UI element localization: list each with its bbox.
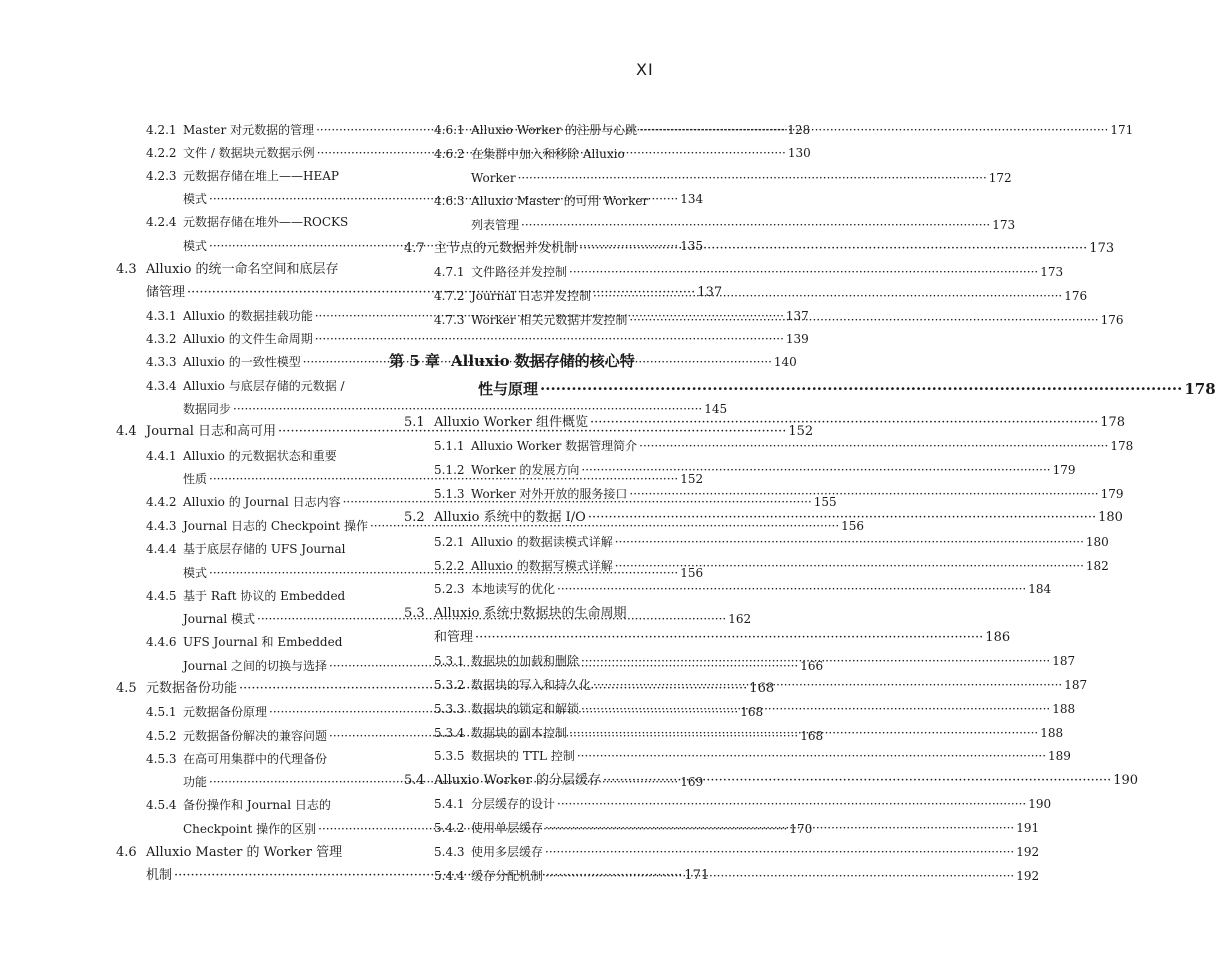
toc-entry-number: 5.3.3 (434, 702, 465, 716)
toc-entry-title: 元数据存储在堆外——ROCKS (183, 215, 349, 229)
toc-entry-title: Master 对元数据的管理 (183, 123, 315, 137)
toc-page-number: 173 (1040, 265, 1064, 279)
toc-entry-number: 4.6.2 (434, 147, 465, 161)
toc-entry-title: Alluxio Master 的可用 Worker (471, 194, 649, 208)
toc-entry-number: 4.3.1 (146, 309, 177, 323)
toc-entry-title: Alluxio 的一致性模型 (183, 355, 301, 369)
toc-entry-number: 4.4.6 (146, 635, 177, 649)
toc-page-number: 172 (988, 171, 1012, 185)
toc-section-entry (116, 845, 370, 861)
toc-dot-leader (577, 748, 1046, 764)
toc-subsection-entry (146, 588, 370, 604)
toc-subsection-entry (146, 541, 370, 557)
toc-page-number: 192 (1016, 845, 1040, 859)
toc-entry-title: Worker 的发展方向 (471, 463, 580, 477)
toc-entry-title: Worker 相关元数据并发控制 (471, 313, 628, 327)
toc-page-number: 191 (1016, 821, 1040, 835)
toc-entry-title: Journal 日志并发控制 (471, 289, 592, 303)
toc-page-number: 156 (680, 566, 704, 580)
toc-entry-number: 4.3.3 (146, 355, 177, 369)
toc-page-number: 182 (1085, 559, 1109, 573)
toc-entry-title: 使用多层缓存 (471, 845, 544, 859)
toc-dot-leader (557, 581, 1026, 597)
toc-subsection-entry (146, 471, 704, 487)
toc-entry-number: 4.7.2 (434, 289, 465, 303)
toc-entry-title: 元数据存储在堆上——HEAP (183, 169, 339, 183)
toc-entry-number: 4.3.2 (146, 332, 177, 346)
toc-entry-title: 备份操作和 Journal 日志的 (183, 798, 331, 812)
toc-entry-title: 模式 (183, 566, 208, 580)
toc-subsection-entry (434, 193, 658, 209)
toc-page-number: 152 (680, 472, 704, 486)
toc-entry-number: 第 5 章 (389, 352, 440, 370)
toc-entry-number: 5.3.5 (434, 749, 465, 763)
toc-entry-title: 在集群中加入和移除 Alluxio (471, 147, 625, 161)
toc-dot-leader (629, 312, 1098, 328)
toc-entry-number: 4.4.1 (146, 449, 177, 463)
toc-page-number: 135 (680, 239, 704, 253)
toc-subsection-entry (146, 168, 370, 184)
toc-page-number: 155 (813, 495, 837, 509)
toc-entry-number: 4.6.1 (434, 123, 465, 137)
toc-dot-leader (588, 510, 1096, 526)
toc-dot-leader (639, 122, 1108, 138)
toc-subsection-entry (146, 751, 370, 767)
toc-entry-number: 5.2.2 (434, 559, 465, 573)
toc-entry-number: 4.2.4 (146, 215, 177, 229)
toc-entry-title: 机制 (146, 868, 173, 883)
toc-entry-title: Alluxio 的数据读模式详解 (471, 535, 613, 549)
toc-page-number: 178 (1110, 439, 1134, 453)
toc-entry-number: 4.4.3 (146, 519, 177, 533)
toc-entry-title: 元数据备份解决的兼容问题 (183, 729, 328, 743)
toc-page-number: 137 (785, 309, 809, 323)
toc-chapter-entry (389, 353, 658, 369)
toc-subsection-entry (146, 401, 728, 417)
toc-dot-leader (545, 844, 1014, 860)
toc-section-entry (404, 630, 1011, 646)
toc-subsection-entry (434, 264, 1064, 280)
toc-entry-title: Journal 之间的切换与选择 (183, 659, 328, 673)
toc-page-number: 140 (773, 355, 797, 369)
toc-entry-title: 在高可用集群中的代理备份 (183, 752, 328, 766)
toc-page-number: 179 (1100, 487, 1124, 501)
toc-entry-title: 文件 / 数据块元数据示例 (183, 146, 315, 160)
toc-entry-number: 4.3 (116, 262, 137, 277)
toc-entry-number: 5.2.1 (434, 535, 465, 549)
toc-subsection-entry (146, 378, 370, 394)
toc-entry-number: 5.4.3 (434, 845, 465, 859)
toc-dot-leader (615, 558, 1084, 574)
toc-page-number: 190 (1113, 773, 1139, 788)
toc-entry-title: 基于底层存储的 UFS Journal (183, 542, 346, 556)
toc-dot-leader (540, 381, 1182, 397)
toc-entry-number: 5.3.2 (434, 678, 465, 692)
toc-entry-title: Worker 对外开放的服务接口 (471, 487, 628, 501)
toc-subsection-entry (434, 462, 1076, 478)
toc-entry-number: 5.2 (404, 510, 425, 525)
toc-entry-title: 模式 (183, 192, 208, 206)
toc-dot-leader (545, 820, 1014, 836)
toc-entry-title: Alluxio Worker 组件概览 (434, 415, 588, 430)
toc-subsection-entry (434, 217, 1016, 233)
toc-entry-number: 5.1.2 (434, 463, 465, 477)
toc-entry-title: UFS Journal 和 Embedded (183, 635, 343, 649)
toc-entry-title: Alluxio 的数据挂载功能 (183, 309, 313, 323)
toc-entry-number: 4.5.3 (146, 752, 177, 766)
toc-subsection-entry (434, 581, 1052, 597)
toc-dot-leader (581, 462, 1050, 478)
toc-page-number: 176 (1100, 313, 1124, 327)
toc-dot-leader (615, 534, 1084, 550)
toc-page-number: 189 (1048, 749, 1071, 763)
toc-page-number: 171 (684, 868, 710, 883)
toc-page-number: 168 (740, 705, 764, 719)
toc-page-number: 171 (1110, 123, 1134, 137)
toc-dot-leader (590, 415, 1098, 431)
toc-entry-number: 4.6 (116, 845, 137, 860)
toc-entry-title: Worker (471, 171, 516, 185)
toc-entry-number: 5.3.1 (434, 654, 465, 668)
toc-entry-number: 4.5 (116, 681, 137, 696)
toc-entry-title: Alluxio 数据存储的核心特 (451, 352, 635, 370)
toc-entry-title: 储管理 (146, 285, 186, 300)
page-number: XI (636, 60, 654, 79)
toc-entry-number: 5.1.1 (434, 439, 465, 453)
toc-entry-title: 元数据备份原理 (183, 705, 268, 719)
toc-page-number: 145 (704, 402, 728, 416)
toc-subsection-entry (146, 448, 370, 464)
toc-dot-leader (545, 868, 1014, 884)
toc-subsection-entry (434, 796, 1052, 812)
toc-page-number: 187 (1064, 678, 1088, 692)
toc-section-entry (116, 262, 370, 278)
toc-entry-title: 模式 (183, 239, 208, 253)
toc-entry-title: Checkpoint 操作的区别 (183, 822, 317, 836)
toc-entry-title: 本地读写的优化 (471, 582, 556, 596)
toc-entry-number: 4.4 (116, 424, 137, 439)
toc-page-number: 128 (787, 123, 811, 137)
toc-entry-number: 5.2.3 (434, 582, 465, 596)
toc-entry-number: 4.4.5 (146, 589, 177, 603)
toc-page-number: 187 (1052, 654, 1076, 668)
toc-subsection-entry (146, 518, 865, 534)
toc-page-number: 188 (1040, 726, 1064, 740)
toc-dot-leader (557, 796, 1026, 812)
toc-entry-title: 数据块的写入和持久化 (471, 678, 592, 692)
toc-entry-title: 数据块的锁定和解锁 (471, 702, 580, 716)
toc-entry-number: 4.4.4 (146, 542, 177, 556)
toc-entry-title: 数据同步 (183, 402, 232, 416)
toc-entry-title: 数据块的 TTL 控制 (471, 749, 575, 763)
toc-page-number: 168 (800, 729, 824, 743)
toc-page-number: 184 (1028, 582, 1052, 596)
toc-section-entry (404, 606, 658, 622)
toc-entry-title: Alluxio 系统中的数据 I/O (434, 510, 586, 525)
toc-entry-number: 5.4.4 (434, 869, 465, 883)
toc-entry-title: Journal 日志和高可用 (146, 424, 277, 439)
toc-entry-number: 5.4.1 (434, 797, 465, 811)
toc-entry-number: 4.4.2 (146, 495, 177, 509)
toc-entry-title: 缓存分配机制 (471, 869, 544, 883)
toc-subsection-entry (434, 438, 1134, 454)
toc-entry-title: 性质 (183, 472, 208, 486)
toc-subsection-entry (146, 634, 370, 650)
toc-entry-title: Alluxio 的文件生命周期 (183, 332, 313, 346)
toc-entry-number: 5.1 (404, 415, 425, 430)
toc-entry-title: Alluxio 的 Journal 日志内容 (183, 495, 341, 509)
toc-entry-number: 5.3.4 (434, 726, 465, 740)
toc-dot-leader (569, 725, 1038, 741)
toc-page-number: 139 (785, 332, 809, 346)
toc-entry-number: 4.6.3 (434, 194, 465, 208)
toc-entry-title: 元数据备份功能 (146, 681, 238, 696)
toc-entry-title: Alluxio 的数据写模式详解 (471, 559, 613, 573)
toc-dot-leader (629, 486, 1098, 502)
toc-entry-number: 4.2.3 (146, 169, 177, 183)
toc-entry-number: 5.3 (404, 606, 425, 621)
toc-entry-title: Alluxio Master 的 Worker 管理 (146, 845, 343, 860)
toc-page-number: 192 (1016, 869, 1040, 883)
toc-entry-title: 性与原理 (478, 380, 539, 398)
toc-section-entry (116, 424, 814, 440)
toc-subsection-entry (434, 534, 1109, 550)
toc-page-number: 186 (985, 630, 1011, 645)
toc-entry-number: 4.5.2 (146, 729, 177, 743)
toc-entry-number: 4.2.2 (146, 146, 177, 160)
toc-entry-number: 4.3.4 (146, 379, 177, 393)
toc-entry-number: 5.4 (404, 773, 425, 788)
toc-dot-leader (518, 170, 987, 186)
toc-dot-leader (475, 630, 983, 646)
toc-dot-leader (593, 288, 1062, 304)
toc-subsection-entry (146, 331, 809, 347)
toc-subsection-entry (146, 214, 370, 230)
toc-section-entry (404, 415, 1126, 431)
toc-chapter-entry (389, 380, 1216, 398)
toc-page-number: 179 (1052, 463, 1076, 477)
toc-entry-title: Journal 日志的 Checkpoint 操作 (183, 519, 368, 533)
toc-page-number: 162 (728, 612, 752, 626)
toc-entry-number: 4.2.1 (146, 123, 177, 137)
toc-page-number: 180 (1085, 535, 1109, 549)
toc-entry-title: 和管理 (434, 630, 474, 645)
toc-dot-leader (593, 677, 1062, 693)
toc-page-number: 130 (787, 146, 811, 160)
toc-subsection-entry (434, 748, 1071, 764)
toc-entry-title: 使用单层缓存 (471, 821, 544, 835)
toc-entry-number: 4.7.1 (434, 265, 465, 279)
toc-entry-title: Alluxio 的统一命名空间和底层存 (146, 262, 339, 277)
toc-entry-title: 列表管理 (471, 218, 520, 232)
toc-entry-title: 数据块的加载和删除 (471, 654, 580, 668)
toc-entry-title: 主节点的元数据并发机制 (434, 241, 578, 256)
toc-dot-leader (579, 241, 1087, 257)
toc-page-number: 178 (1184, 380, 1216, 398)
toc-entry-title: 基于 Raft 协议的 Embedded (183, 589, 346, 603)
toc-dot-leader (603, 773, 1111, 789)
toc-entry-number: 4.5.4 (146, 798, 177, 812)
toc-subsection-entry (434, 170, 1012, 186)
toc-entry-title: Alluxio Worker 数据管理简介 (471, 439, 638, 453)
toc-page-number: 178 (1100, 415, 1126, 430)
toc-dot-leader (569, 264, 1038, 280)
toc-subsection-entry (434, 844, 1040, 860)
toc-page-number: 173 (992, 218, 1016, 232)
toc-page-number: 170 (789, 822, 813, 836)
toc-entry-title: Alluxio Worker 的注册与心跳 (471, 123, 638, 137)
toc-entry-number: 5.1.3 (434, 487, 465, 501)
toc-page-number: 156 (841, 519, 865, 533)
toc-subsection-entry (146, 797, 370, 813)
toc-entry-title: 功能 (183, 775, 208, 789)
toc-page-number: 180 (1098, 510, 1123, 525)
toc-subsection-entry (434, 146, 658, 162)
toc-entry-title: 数据块的副本控制 (471, 726, 568, 740)
toc-entry-title: Alluxio 系统中数据块的生命周期 (434, 606, 627, 621)
toc-page-number: 134 (680, 192, 704, 206)
toc-entry-title: 文件路径并发控制 (471, 265, 568, 279)
toc-entry-title: Journal 模式 (183, 612, 256, 626)
toc-page-number: 173 (1089, 241, 1115, 256)
toc-page-number: 152 (788, 424, 814, 439)
toc-entry-number: 5.4.2 (434, 821, 465, 835)
toc-page-number: 137 (697, 285, 723, 300)
toc-dot-leader (315, 331, 784, 347)
toc-dot-leader (581, 653, 1050, 669)
toc-page-number: 169 (680, 775, 704, 789)
toc-entry-title: Alluxio 与底层存储的元数据 / (183, 379, 345, 393)
toc-page-number: 166 (800, 659, 824, 673)
toc-dot-leader (521, 217, 990, 233)
toc-dot-leader (581, 701, 1050, 717)
toc-entry-number: 4.7.3 (434, 313, 465, 327)
toc-page-number: 188 (1052, 702, 1076, 716)
toc-entry-number: 4.7 (404, 241, 425, 256)
toc-page-number: 176 (1064, 289, 1088, 303)
toc-entry-number: 4.5.1 (146, 705, 177, 719)
toc-entry-title: Alluxio Worker 的分层缓存 (434, 773, 601, 788)
toc-page-number: 190 (1028, 797, 1052, 811)
toc-entry-title: Alluxio 的元数据状态和重要 (183, 449, 337, 463)
toc-page-number: 168 (749, 681, 775, 696)
toc-dot-leader (639, 438, 1108, 454)
toc-entry-title: 分层缓存的设计 (471, 797, 556, 811)
